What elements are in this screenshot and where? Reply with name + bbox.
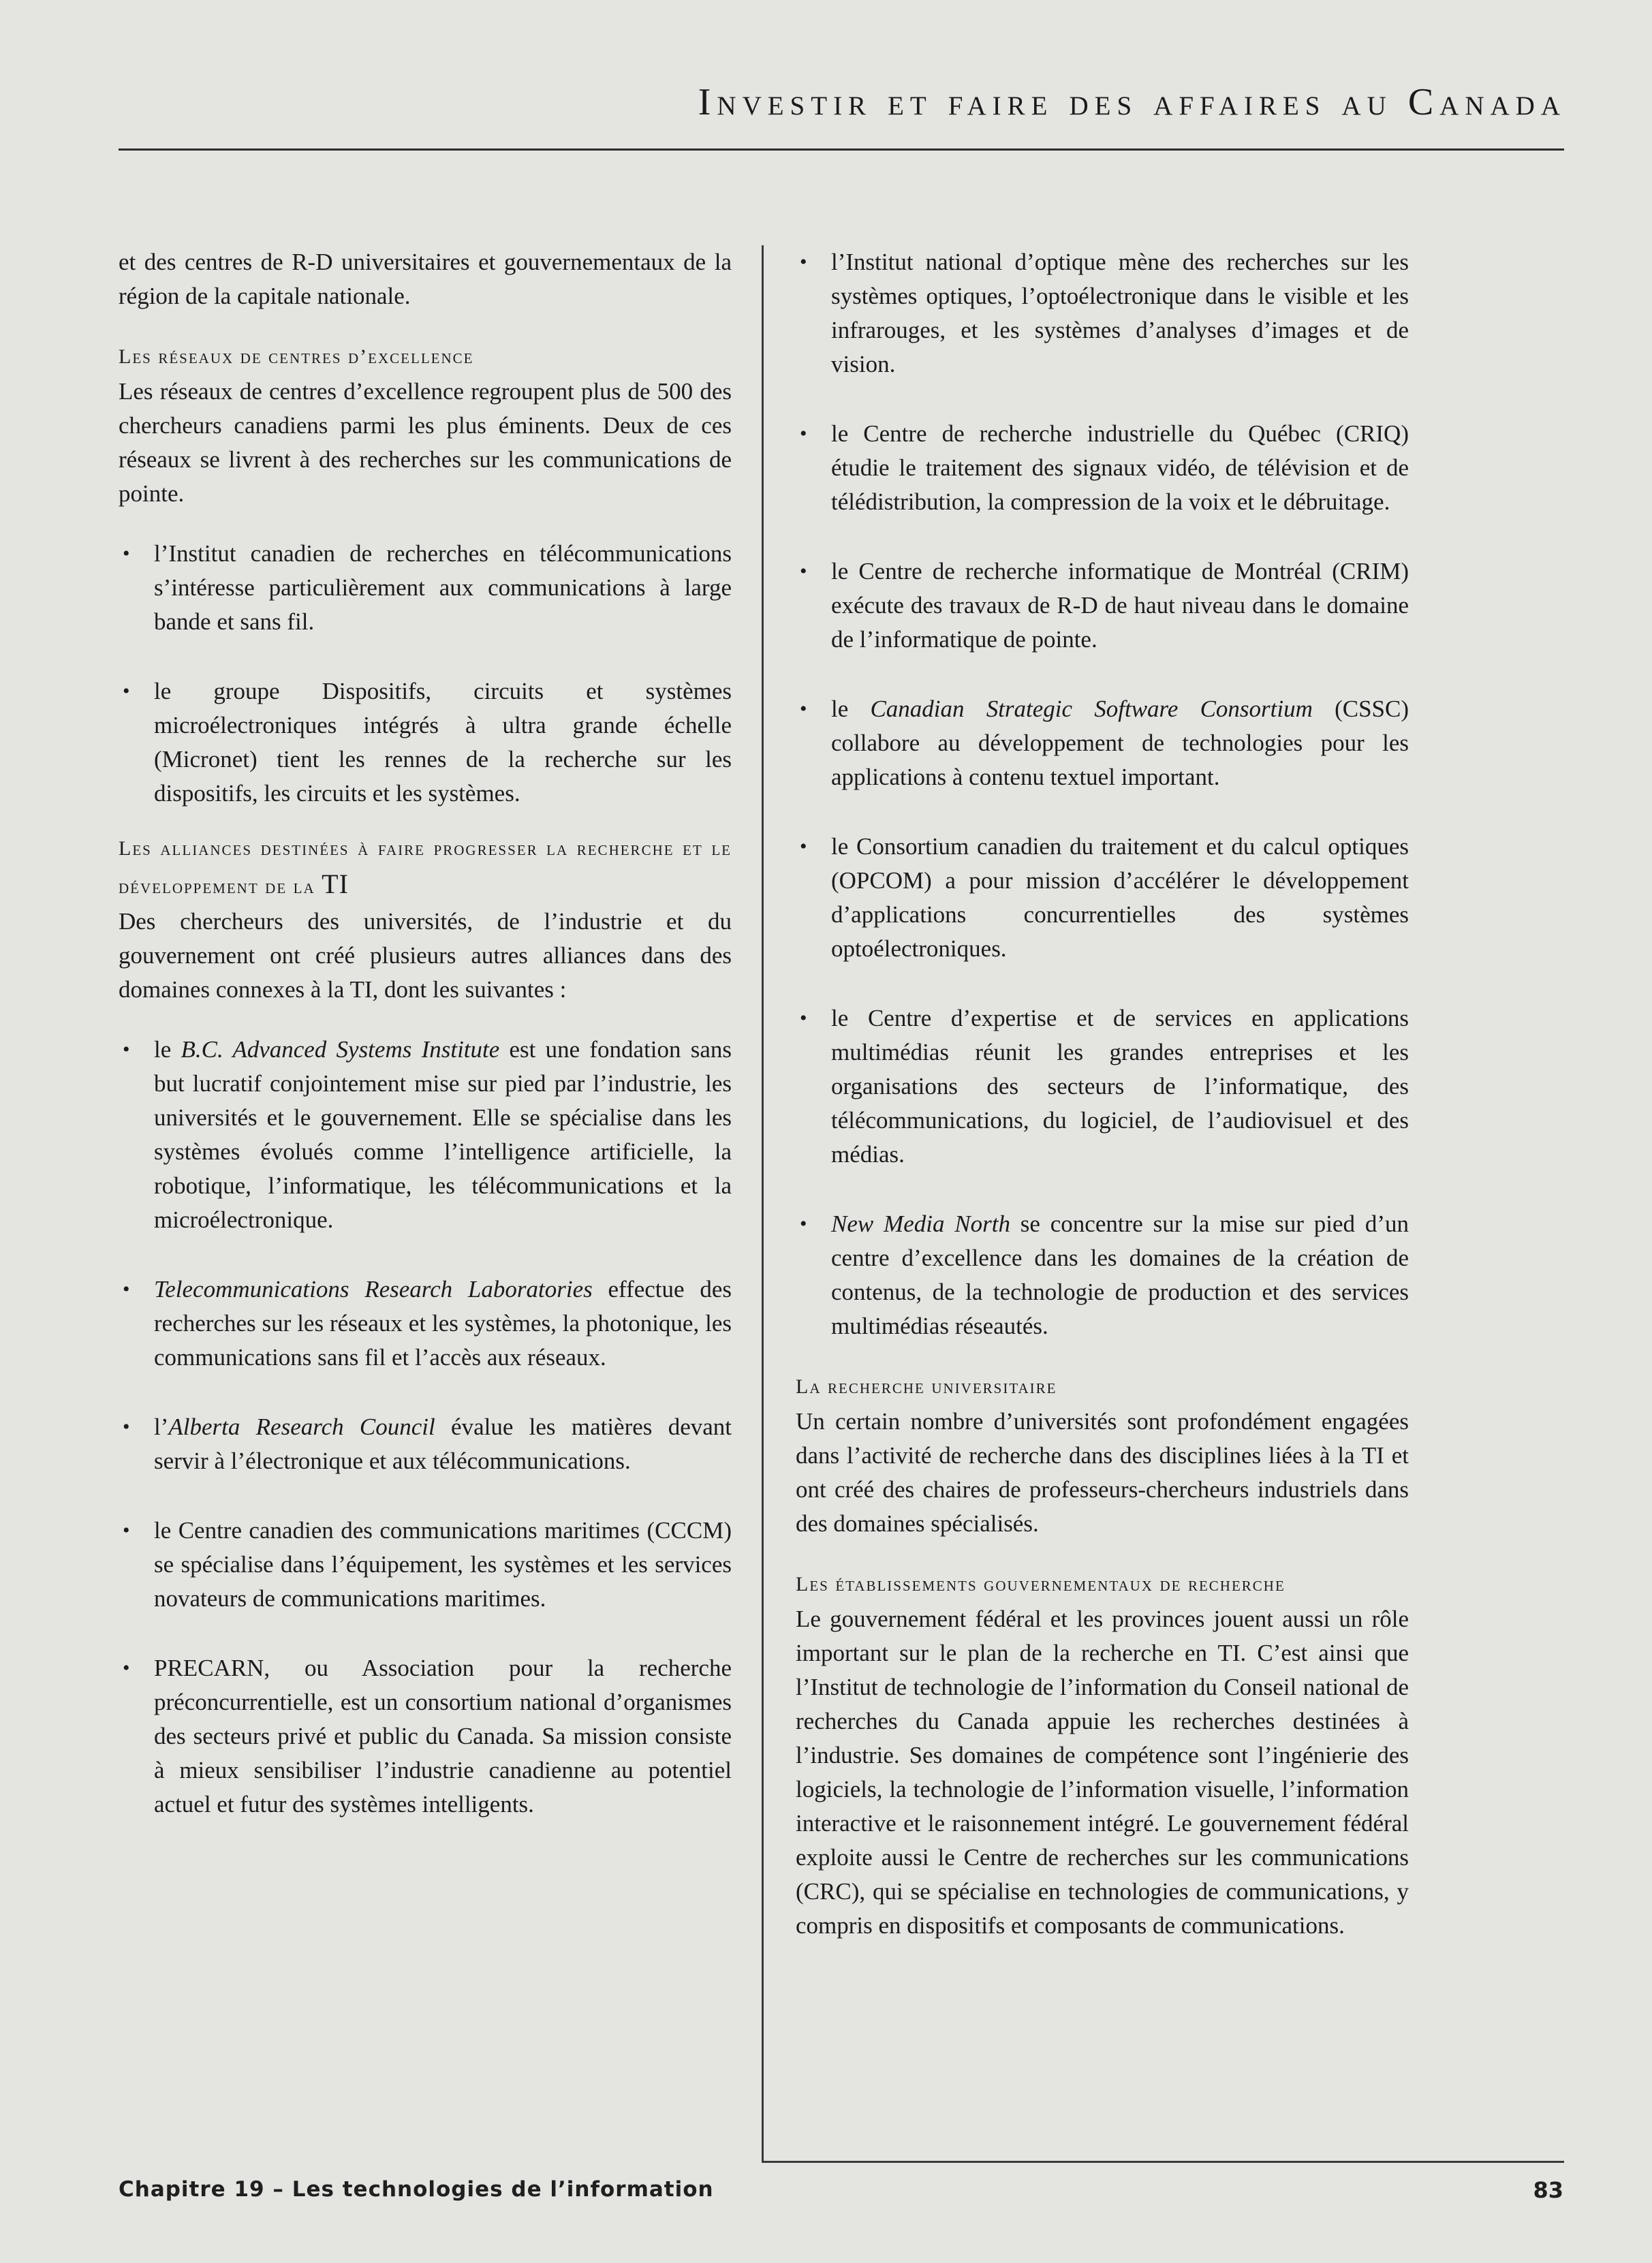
bullet-icon: • [123,1416,130,1438]
bullet-icon: • [800,698,807,720]
bullet-icon: • [123,1278,130,1300]
list-item: • le Centre d’expertise et de services en applications multimédias réunit les grandes entreprises et les organisations des secteurs de l’informatique, des télécommunications, du logiciel, de l’audiovisuel et des médias. [796,1001,1409,1172]
section-heading-government: Les établissements gouvernementaux de recherche [796,1573,1285,1595]
university-paragraph: Un certain nombre d’universités sont profondément engagées dans l’activité de recherche dans des disciplines liées à la TI et ont créé des chaires de professeurs-chercheurs industriels dans des domaines spécialisés. [796,1408,1409,1537]
bullet-icon: • [123,680,130,702]
footer-chapter-title: Chapitre 19 – Les technologies de l’information [119,2177,714,2202]
networks-bullet-list [119,537,732,811]
section-heading-university: La recherche universitaire [796,1375,1057,1398]
right-column [796,245,1409,1943]
bullet-icon: • [123,1657,130,1679]
list-item: • l’Institut canadien de recherches en télécommunications s’intéresse particulièrement aux communications à large bande et sans fil. [119,537,732,639]
section-heading-networks: Les réseaux de centres d’excellence [119,345,474,368]
intro-paragraph: et des centres de R-D universitaires et gouvernementaux de la région de la capitale nationale. [119,249,732,309]
list-item: • le Centre canadien des communications maritimes (CCCM) se spécialise dans l’équipement, les systèmes et les services novateurs de communications maritimes. [119,1514,732,1616]
footer-rule [762,2161,1564,2163]
list-item: • Telecommunications Research Laboratories effectue des recherches sur les réseaux et les systèmes, la photonique, les communications sans fil et l’accès aux réseaux. [119,1273,732,1375]
list-item: • le groupe Dispositifs, circuits et systèmes microélectroniques intégrés à ultra grande échelle (Micronet) tient les rennes de la recherche sur les dispositifs, les circuits et les systèmes. [119,674,732,811]
header-rule [119,149,1564,151]
bullet-icon: • [123,1519,130,1542]
left-column [119,245,732,1822]
list-item: • l’Institut national d’optique mène des recherches sur les systèmes optiques, l’optoélectronique dans le visible et les infrarouges, et les systèmes d’analyses d’images et de vision. [796,245,1409,381]
list-item: • le Centre de recherche informatique de Montréal (CRIM) exécute des travaux de R-D de haut niveau dans le domaine de l’informatique de pointe. [796,555,1409,657]
government-paragraph: Le gouvernement fédéral et les provinces jouent aussi un rôle important sur le plan de la recherche en TI. C’est ainsi que l’Institut de technologie de l’information du Conseil national de recherches du Canada appuie les recherches destinées à l’industrie. Ses domaines de compétence sont l’ingénierie des logiciels, la technologie de l’information visuelle, l’information interactive et le raisonnement intégré. Le gouvernement fédéral exploite aussi le Centre de recherches sur les communications (CRC), qui se spécialise en technologies de communications, y compris en dispositifs et composants de communications. [796,1606,1409,1939]
bullet-icon: • [123,542,130,565]
list-item: • le B.C. Advanced Systems Institute est une fondation sans but lucratif conjointement mise sur pied par l’industrie, les universités et le gouvernement. Elle se spécialise dans les systèmes évolués comme l’intelligence artificielle, la robotique, l’informatique, les télécommunications et la microélectronique. [119,1033,732,1237]
column-divider [762,245,764,2163]
networks-paragraph: Les réseaux de centres d’excellence regroupent plus de 500 des chercheurs canadiens parmi les plus éminents. Deux de ces réseaux se livrent à des recherches sur les communications de pointe. [119,378,732,507]
bullet-icon: • [800,1213,807,1235]
bullet-icon: • [800,251,807,273]
bullet-icon: • [800,1007,807,1029]
bullet-icon: • [800,422,807,445]
bullet-icon: • [123,1038,130,1061]
page-number: 83 [1533,2177,1563,2203]
list-item: • le Canadian Strategic Software Consortium (CSSC) collabore au développement de technologies pour les applications à contenu textuel important. [796,692,1409,794]
list-item: • le Consortium canadien du traitement et du calcul optiques (OPCOM) a pour mission d’accélérer le développement d’applications concurrentielles des systèmes optoélectroniques. [796,830,1409,966]
list-item: • le Centre de recherche industrielle du Québec (CRIQ) étudie le traitement des signaux vidéo, de télévision et de télédistribution, la compression de la voix et le débruitage. [796,417,1409,519]
bullet-icon: • [800,835,807,858]
section-heading-alliances: Les alliances destinées à faire progresser la recherche et le développement de la TI [119,837,732,899]
alliances-paragraph: Des chercheurs des universités, de l’industrie et du gouvernement ont créé plusieurs autres alliances dans des domaines connexes à la TI, dont les suivantes : [119,908,732,1003]
right-bullet-list [796,245,1409,1343]
list-item: • New Media North se concentre sur la mise sur pied d’un centre d’excellence dans les domaines de la création de contenus, de la technologie de production et des services multimédias réseautés. [796,1207,1409,1343]
alliances-bullet-list [119,1033,732,1822]
list-item: • l’Alberta Research Council évalue les matières devant servir à l’électronique et aux télécommunications. [119,1410,732,1478]
running-header-title: Investir et faire des affaires au Canada [698,81,1566,123]
list-item: • PRECARN, ou Association pour la recherche préconcurrentielle, est un consortium national d’organismes des secteurs privé et public du Canada. Sa mission consiste à mieux sensibiliser l’industrie canadienne au potentiel actuel et futur des systèmes intelligents. [119,1651,732,1822]
bullet-icon: • [800,560,807,582]
